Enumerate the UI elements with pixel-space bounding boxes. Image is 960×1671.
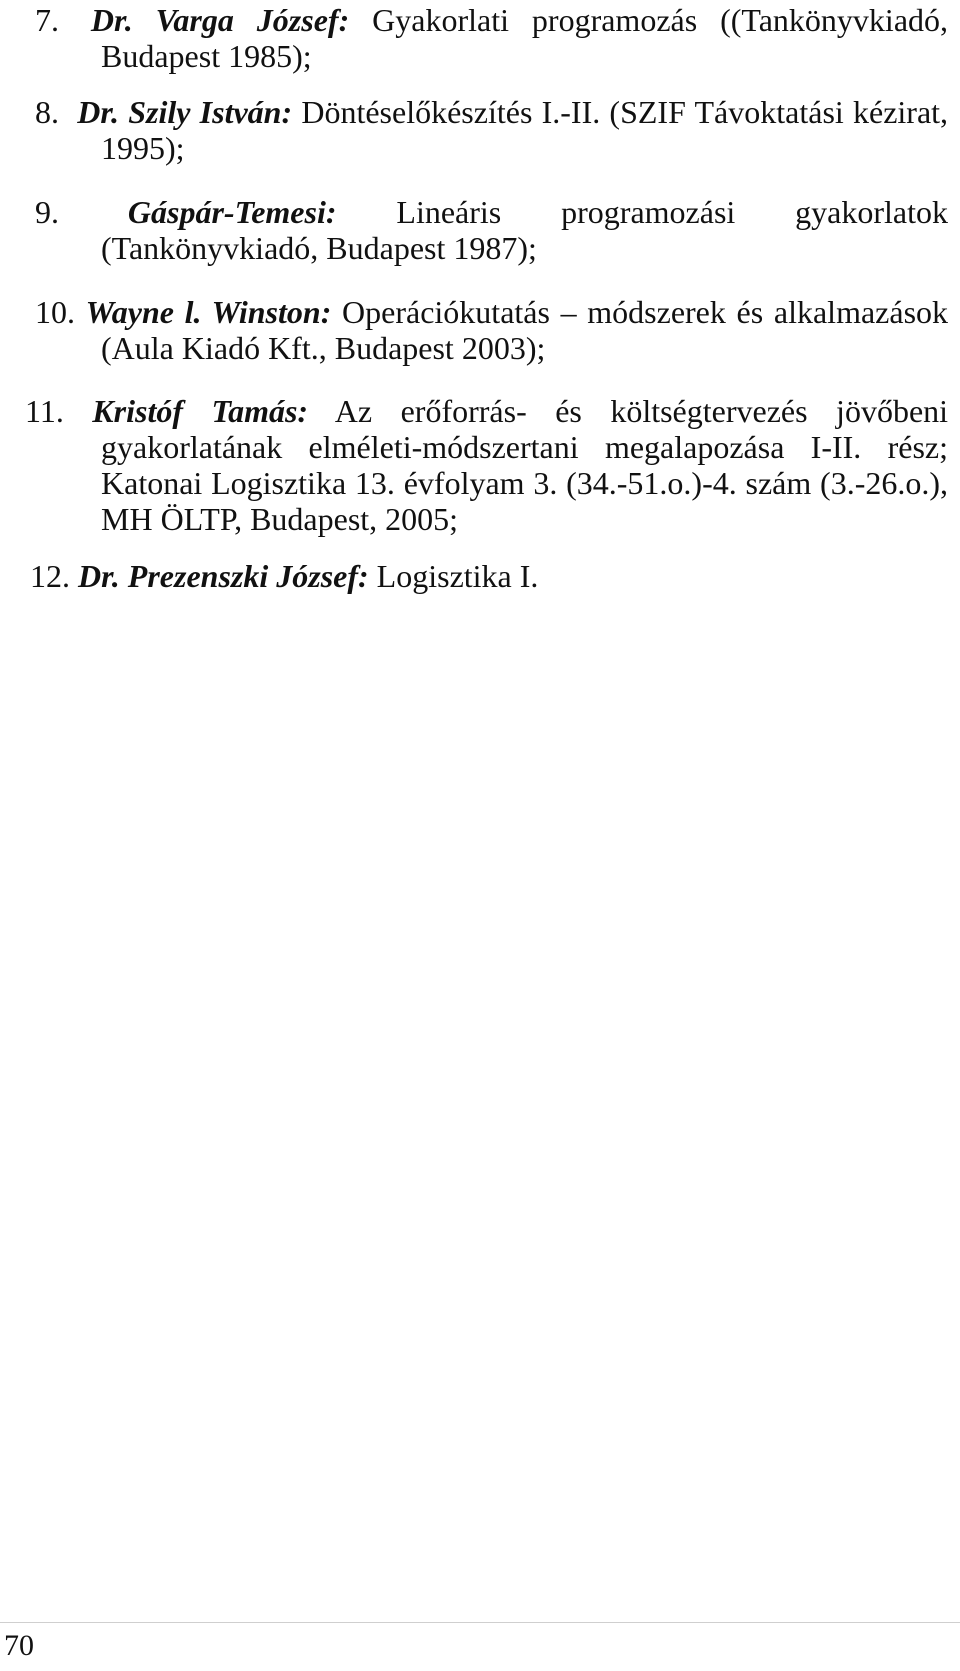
reference-author: Dr. Varga József:: [90, 2, 350, 38]
reference-text: Logisztika I.: [376, 558, 539, 594]
reference-author: Wayne l. Winston:: [85, 294, 332, 330]
reference-number: 11.: [25, 393, 64, 429]
reference-text: Operációkutatás – módszerek és alkalmazások (Aula Kiadó Kft., Budapest 2003);: [101, 294, 949, 366]
reference-author: Dr. Szily István:: [77, 94, 293, 130]
reference-item-8: 8. Dr. Szily István: Döntéselőkészítés I.-II. (SZIF Távoktatási kézirat, 1995);: [35, 94, 949, 166]
reference-item-11: [25, 393, 949, 537]
reference-text: Döntéselőkészítés I.-II. (SZIF Távoktatási kézirat, 1995);: [101, 94, 949, 166]
reference-text: Lineáris programozási gyakorlatok (Tankönyvkiadó, Budapest 1987);: [101, 194, 949, 266]
reference-item-9: 9. Gáspár-Temesi: Lineáris programozási gyakorlatok (Tankönyvkiadó, Budapest 1987);: [35, 194, 949, 266]
reference-author: Kristóf Tamás:: [92, 393, 309, 429]
reference-number: 12.: [30, 558, 70, 594]
reference-item-12: [30, 558, 943, 594]
reference-item-7: 7. Dr. Varga József: Gyakorlati programozás ((Tankönyvkiadó, Budapest 1985);: [35, 2, 949, 74]
reference-item-10: [35, 294, 949, 366]
page-footer-divider: [0, 1622, 960, 1623]
reference-author: Dr. Prezenszki József:: [78, 558, 369, 594]
page-number: 70: [4, 1629, 34, 1662]
reference-text: Az erőforrás- és költségtervezés jövőbeni gyakorlatának elméleti-módszertani megalapozása I-II. rész; Katonai Logisztika 13. évfolyam 3. (34.-51.o.)-4. szám (3.-26.o.), MH ÖLTP, Budapest, 2005;: [101, 393, 949, 537]
reference-author: Gáspár-Temesi:: [127, 194, 337, 230]
reference-number: 10.: [35, 294, 75, 330]
reference-text: Gyakorlati programozás ((Tankönyvkiadó, Budapest 1985);: [101, 2, 949, 74]
